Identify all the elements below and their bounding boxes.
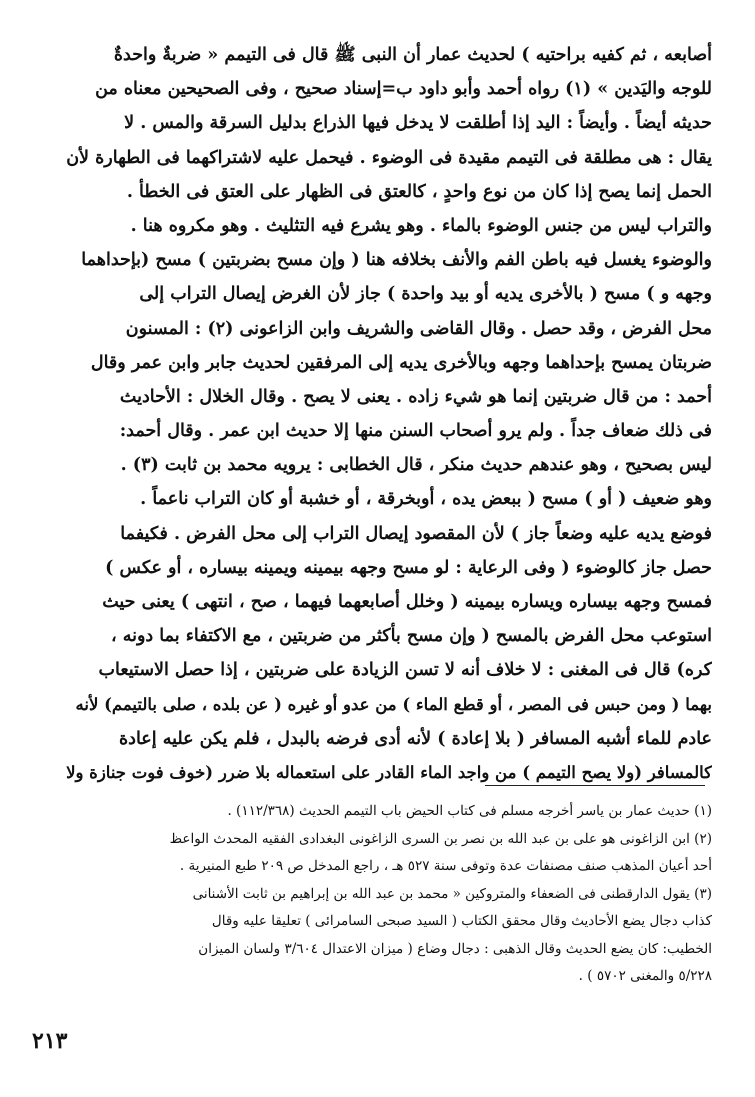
body-line: ليس بصحيح ، وهو عندهم حديث منكر ، قال الخطابى : يرويه محمد بن ثابت (٣) . bbox=[120, 455, 712, 476]
body-line: وجهه و ) مسح ( بالأخرى يديه أو بيد واحدة ) جاز لأن الغرض إيصال التراب إلى bbox=[139, 284, 712, 305]
body-line: ضربتان يمسح بإحداهما وجهه وبالأخرى يديه إلى المرفقين لحديث جابر وابن عمر وقال bbox=[90, 352, 712, 373]
body-line: للوجه واليَدين » (١) رواه أحمد وأبو داود ب=إسناد صحيح ، وفى الصحيحين معناه من bbox=[95, 79, 712, 100]
body-line: الحمل إنما يصح إذا كان من نوع واحدٍ ، كالعتق فى الظهار على العتق فى الخطأ . bbox=[126, 181, 712, 202]
footnote-line: كذاب دجال يضع الأحاديث وقال محقق الكتاب ( السيد صبحى السامرائى ) تعليقا عليه وقال bbox=[211, 913, 712, 929]
footnote-line: أحد أعيان المذهب صنف مصنفات عدة وتوفى سنة ٥٢٧ هـ ، راجع المدخل ص ٢٠٩ طبع المنيرية . bbox=[179, 858, 712, 874]
footnote-line: (٣) يقول الدارقطنى فى الضعفاء والمتروكين « محمد بن عبد الله بن إبراهيم بن ثابت الأشنانى bbox=[192, 885, 712, 902]
body-line: حصل جاز كالوضوء ( وفى الرعاية : لو مسح وجهه بيمينه ويمينه بيساره ، أو عكس ) bbox=[105, 557, 712, 578]
body-line: فوضع يديه عليه وضعاً جاز ) لأن المقصود إيصال التراب إلى محل الفرض . فكيفما bbox=[120, 523, 712, 544]
body-line: استوعب محل الفرض بالمسح ( وإن مسح بأكثر من ضربتين ، مع الاكتفاء بما دونه ، bbox=[110, 626, 712, 647]
body-line: حديثه أيضاً . وأيضاً : اليد إذا أطلقت لا يدخل فيها الذراع بدليل السرقة والمس . لا bbox=[124, 113, 712, 134]
footnote-line: (١) حديث عمار بن ياسر أخرجه مسلم فى كتاب الحيض باب التيمم الحديث (١١٢/٣٦٨) . bbox=[227, 803, 712, 819]
footnotes-block bbox=[62, 798, 712, 991]
body-line: بهما ( ومن حبس فى المصر ، أو قطع الماء ) من عدو أو غيره ( عن بلده ، صلى بالتيمم) لأنه bbox=[75, 694, 712, 714]
main-text-block bbox=[62, 38, 712, 790]
footnote-line: ٥/٢٢٨ والمغنى ٥٧٠٢ ) . bbox=[578, 968, 712, 984]
body-line: أحمد : من قال ضربتين إنما هو شيء زاده . يعنى لا يصح . وقال الخلال : الأحاديث bbox=[119, 386, 712, 407]
body-line: محل الفرض ، وقد حصل . وقال القاضى والشريف وابن الزاعونى (٢) : المسنون bbox=[125, 318, 712, 339]
body-line: فى ذلك ضعاف جداً . ولم يرو أصحاب السنن منها إلا حديث ابن عمر . وقال أحمد: bbox=[119, 421, 712, 442]
body-line: كالمسافر (ولا يصح التيمم ) من واجد الماء القادر على استعماله بلا ضرر (خوف فوت جنازة ولا bbox=[66, 762, 712, 782]
body-line: عادم للماء أشبه المسافر ( بلا إعادة ) لأنه أدى فرضه بالبدل ، فلم يكن عليه إعادة bbox=[119, 728, 712, 749]
body-line: أصابعه ، ثم كفيه براحتيه ) لحديث عمار أن النبى ﷺ قال فى التيمم « ضربةٌ واحدةٌ bbox=[113, 45, 712, 65]
body-line: كره) قال فى المغنى : لا خلاف أنه لا تسن الزيادة على ضربتين ، إذا حصل الاستيعاب bbox=[98, 660, 712, 681]
body-line: وهو ضعيف ( أو ) مسح ( ببعض يده ، أوبخرقة ، أو خشبة أو كان التراب ناعماً . bbox=[140, 489, 712, 510]
body-line: والتراب ليس من جنس الوضوء بالماء . وهو يشرع فيه التثليث . وهو مكروه هنا . bbox=[130, 215, 712, 236]
body-line: والوضوء يغسل فيه باطن الفم والأنف بخلافه هنا ( وإن مسح بضربتين ) مسح (بإحداهما bbox=[81, 250, 712, 271]
footnote-line: الخطيب: كان يضع الحديث وقال الذهبى : دجال وضاع ( ميزان الاعتدال ٣/٦٠٤ ولسان الميزان bbox=[198, 940, 712, 957]
body-line: فمسح وجهه بيساره ويساره بيمينه ( وخلل أصابعهما فيهما ، صح ، انتهى ) يعنى حيث bbox=[102, 592, 712, 612]
body-line: يقال : هى مطلقة فى التيمم مقيدة فى الوضوء . فيحمل عليه لاشتراكهما فى الطهارة لأن bbox=[66, 147, 712, 168]
footnote-line: (٢) ابن الزاغونى هو على بن عبد الله بن نصر بن السرى الزاغونى البغدادى الفقيه المحدث الواعظ bbox=[169, 830, 712, 847]
footnote-divider bbox=[485, 785, 705, 786]
page-number: ٢١٣ bbox=[32, 1028, 68, 1054]
